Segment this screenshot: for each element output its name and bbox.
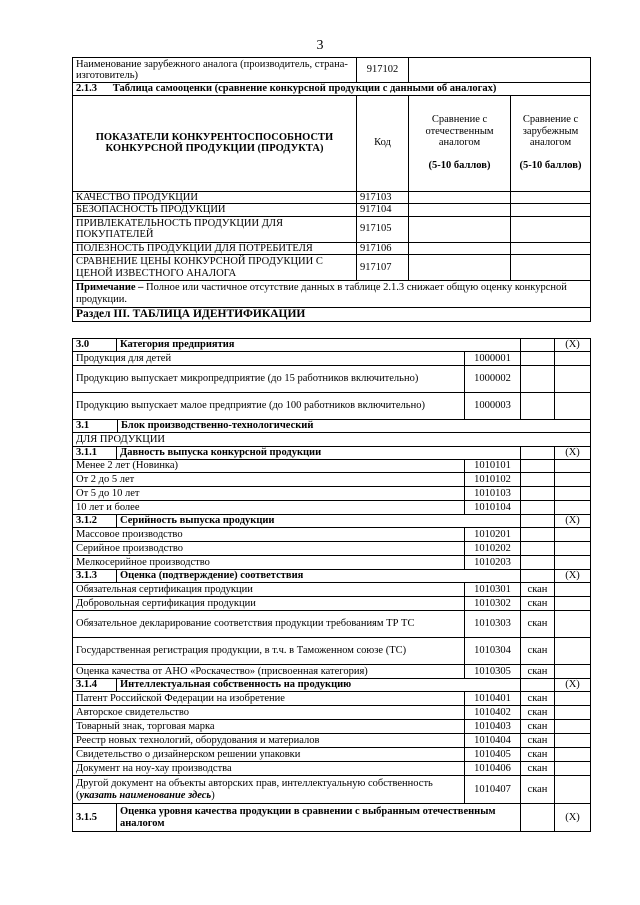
row-label: Серийное производство (73, 542, 465, 556)
row-code: 1010103 (465, 487, 521, 501)
row-code: 1010104 (465, 501, 521, 515)
row-code: 1010402 (465, 706, 521, 720)
other-doc-tail: ) (211, 789, 215, 801)
check-cell[interactable] (555, 706, 591, 720)
check-cell[interactable] (555, 487, 591, 501)
col-code-header: Код (357, 95, 409, 191)
row-code: 1000003 (465, 393, 521, 420)
col-domestic-scale: (5-10 баллов) (428, 160, 491, 172)
foreign-score-cell[interactable] (511, 242, 591, 255)
foreign-analog-label: Наименование зарубежного аналога (производитель, страна-изготовитель) (73, 58, 357, 83)
row-code: 1010404 (465, 734, 521, 748)
check-cell[interactable] (555, 748, 591, 762)
check-cell[interactable] (555, 665, 591, 679)
row-code: 1000002 (465, 366, 521, 393)
section-3-title: Раздел III. ТАБЛИЦА ИДЕНТИФИКАЦИИ (73, 308, 591, 322)
foreign-score-cell[interactable] (511, 204, 591, 217)
scan-cell[interactable] (521, 542, 555, 556)
domestic-score-cell[interactable] (409, 204, 511, 217)
row-label (73, 776, 465, 804)
group-title: Интеллектуальная собственность на продукцию (117, 679, 521, 692)
row-label: От 2 до 5 лет (73, 473, 465, 487)
foreign-analog-value[interactable] (409, 58, 591, 83)
scan-cell[interactable] (521, 366, 555, 393)
row-code: 1010301 (465, 583, 521, 597)
col-indicators-header: ПОКАЗАТЕЛИ КОНКУРЕНТОСПОСОБНОСТИ КОНКУРСНОЙ ПРОДУКЦИИ (ПРОДУКТА) (73, 95, 357, 191)
scan-cell[interactable] (521, 393, 555, 420)
indicator-code: 917103 (357, 191, 409, 204)
check-cell[interactable] (555, 734, 591, 748)
row-code: 1010403 (465, 720, 521, 734)
scan-label[interactable]: скан (521, 706, 555, 720)
row-label: Мелкосерийное производство (73, 556, 465, 570)
check-cell[interactable] (555, 366, 591, 393)
indicator-code: 917106 (357, 242, 409, 255)
self-assessment-table (72, 57, 591, 322)
indicator-code: 917107 (357, 255, 409, 281)
group-number: 3.1.5 (73, 804, 117, 832)
table-2-1-3-header (73, 83, 591, 96)
other-doc-label: Другой документ на объекты авторских прав, интеллектуальную собственность ( (76, 778, 433, 801)
group-number: 3.1 (73, 420, 118, 432)
check-cell[interactable] (555, 611, 591, 638)
row-code: 1010407 (465, 776, 521, 804)
domestic-score-cell[interactable] (409, 216, 511, 242)
check-cell[interactable] (555, 528, 591, 542)
check-cell[interactable] (555, 460, 591, 473)
row-label: Продукцию выпускает микропредприятие (до 15 работников включительно) (73, 366, 465, 393)
scan-label[interactable]: скан (521, 776, 555, 804)
domestic-score-cell[interactable] (409, 242, 511, 255)
section-title: Таблица самооценки (сравнение конкурсной продукции с данными об аналогах) (112, 83, 497, 94)
row-label: Обязательное декларирование соответствия продукции требованиям ТР ТС (73, 611, 465, 638)
mark-cell[interactable]: (X) (555, 339, 591, 352)
row-code: 1010304 (465, 638, 521, 665)
row-code: 1010101 (465, 460, 521, 473)
check-cell[interactable] (555, 776, 591, 804)
row-label: Массовое производство (73, 528, 465, 542)
check-cell[interactable] (555, 583, 591, 597)
row-label: Авторское свидетельство (73, 706, 465, 720)
row-label: Патент Российской Федерации на изобретение (73, 692, 465, 706)
row-code: 1000001 (465, 352, 521, 366)
mark-cell[interactable]: (X) (555, 447, 591, 460)
row-label: Продукция для детей (73, 352, 465, 366)
check-cell[interactable] (555, 638, 591, 665)
row-label: Продукцию выпускает малое предприятие (до 100 работников включительно) (73, 393, 465, 420)
indicator-label: ПОЛЕЗНОСТЬ ПРОДУКЦИИ ДЛЯ ПОТРЕБИТЕЛЯ (73, 242, 357, 255)
scan-label[interactable]: скан (521, 611, 555, 638)
indicator-label: СРАВНЕНИЕ ЦЕНЫ КОНКУРСНОЙ ПРОДУКЦИИ С ЦЕНОЙ ИЗВЕСТНОГО АНАЛОГА (73, 255, 357, 281)
note-text: Полное или частичное отсутствие данных в таблице 2.1.3 снижает общую оценку конкурсной продукции. (76, 282, 567, 305)
foreign-score-cell[interactable] (511, 191, 591, 204)
check-cell[interactable] (555, 393, 591, 420)
scan-label[interactable]: скан (521, 692, 555, 706)
scan-cell[interactable] (521, 501, 555, 515)
scan-label[interactable]: скан (521, 583, 555, 597)
row-label: Обязательная сертификация продукции (73, 583, 465, 597)
scan-cell[interactable] (521, 556, 555, 570)
domestic-score-cell[interactable] (409, 255, 511, 281)
scan-label[interactable]: скан (521, 720, 555, 734)
check-cell[interactable] (555, 597, 591, 611)
row-label: Оценка качества от АНО «Роскачество» (присвоенная категория) (73, 665, 465, 679)
group-number: 3.1.2 (73, 515, 117, 528)
group-title: Давность выпуска конкурсной продукции (117, 447, 521, 460)
check-cell[interactable] (555, 692, 591, 706)
table-note (73, 281, 591, 308)
mark-cell[interactable]: (X) (555, 515, 591, 528)
note-label: Примечание – (76, 282, 144, 293)
foreign-analog-code: 917102 (357, 58, 409, 83)
col-foreign-title: Сравнение с зарубежным аналогом (522, 114, 579, 149)
row-label: Свидетельство о дизайнерском решении упаковки (73, 748, 465, 762)
check-cell[interactable] (555, 720, 591, 734)
row-code: 1010305 (465, 665, 521, 679)
indicator-label: ПРИВЛЕКАТЕЛЬНОСТЬ ПРОДУКЦИИ ДЛЯ ПОКУПАТЕЛЕЙ (73, 216, 357, 242)
domestic-score-cell[interactable] (409, 191, 511, 204)
indicator-label: БЕЗОПАСНОСТЬ ПРОДУКЦИИ (73, 204, 357, 217)
group-number: 3.1.3 (73, 570, 117, 583)
mark-cell[interactable]: (X) (555, 679, 591, 692)
mark-cell[interactable]: (X) (555, 570, 591, 583)
check-cell[interactable] (555, 556, 591, 570)
scan-cell[interactable] (521, 460, 555, 473)
row-code: 1010406 (465, 762, 521, 776)
mark-cell[interactable]: (X) (555, 804, 591, 832)
scan-cell[interactable] (521, 528, 555, 542)
other-doc-hint: указать наименование здесь (79, 789, 212, 801)
group-number: 3.1.1 (73, 447, 117, 460)
row-code: 1010102 (465, 473, 521, 487)
group-title: Оценка (подтверждение) соответствия (117, 570, 521, 583)
check-cell[interactable] (555, 542, 591, 556)
group-title: Оценка уровня качества продукции в сравнении с выбранным отечественным аналогом (117, 804, 521, 832)
row-code: 1010405 (465, 748, 521, 762)
col-domestic-title: Сравнение с отечественным аналогом (425, 114, 494, 149)
row-label: От 5 до 10 лет (73, 487, 465, 501)
scan-label[interactable]: скан (521, 762, 555, 776)
group-number: 3.1.4 (73, 679, 117, 692)
check-cell[interactable] (555, 501, 591, 515)
group-title: Блок производственно-технологический (121, 420, 314, 431)
indicator-label: КАЧЕСТВО ПРОДУКЦИИ (73, 191, 357, 204)
check-cell[interactable] (555, 762, 591, 776)
group-title: Категория предприятия (117, 339, 521, 352)
scan-cell[interactable] (521, 352, 555, 366)
row-label: Государственная регистрация продукции, в т.ч. в Таможенном союзе (ТС) (73, 638, 465, 665)
scan-cell[interactable] (521, 487, 555, 501)
indicator-code: 917104 (357, 204, 409, 217)
col-foreign-scale: (5-10 баллов) (519, 160, 582, 172)
row-code: 1010201 (465, 528, 521, 542)
scan-label[interactable]: скан (521, 665, 555, 679)
row-label: Документ на ноу-хау производства (73, 762, 465, 776)
group-title: Серийность выпуска продукции (117, 515, 521, 528)
scan-label[interactable]: скан (521, 638, 555, 665)
scan-label[interactable]: скан (521, 734, 555, 748)
row-code: 1010302 (465, 597, 521, 611)
row-code: 1010303 (465, 611, 521, 638)
indicator-code: 917105 (357, 216, 409, 242)
row-label: 10 лет и более (73, 501, 465, 515)
foreign-score-cell[interactable] (511, 255, 591, 281)
row-code: 1010202 (465, 542, 521, 556)
foreign-score-cell[interactable] (511, 216, 591, 242)
group-title-continued: ДЛЯ ПРОДУКЦИИ (76, 434, 165, 445)
scan-label[interactable]: скан (521, 597, 555, 611)
group-number: 3.0 (73, 339, 117, 352)
identification-table (72, 338, 591, 832)
row-label: Товарный знак, торговая марка (73, 720, 465, 734)
scan-label[interactable]: скан (521, 748, 555, 762)
row-label: Добровольная сертификация продукции (73, 597, 465, 611)
check-cell[interactable] (555, 352, 591, 366)
scan-cell[interactable] (521, 473, 555, 487)
row-label: Реестр новых технологий, оборудования и материалов (73, 734, 465, 748)
row-label: Менее 2 лет (Новинка) (73, 460, 465, 473)
col-domestic-header (409, 95, 511, 191)
check-cell[interactable] (555, 473, 591, 487)
block-3-1-header (73, 420, 591, 447)
col-foreign-header (511, 95, 591, 191)
row-code: 1010401 (465, 692, 521, 706)
row-code: 1010203 (465, 556, 521, 570)
section-number: 2.1.3 (76, 83, 97, 94)
page-number: 3 (316, 38, 324, 53)
